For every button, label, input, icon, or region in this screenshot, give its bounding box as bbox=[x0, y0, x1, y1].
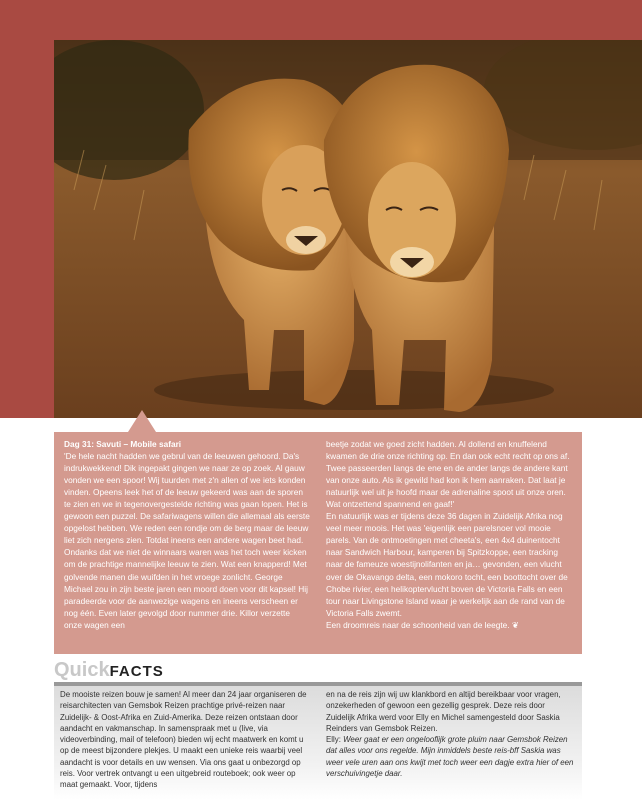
paw-icon: ❦ bbox=[511, 619, 519, 630]
story-text-1: 'De hele nacht hadden we gebrul van de leeuwen gehoord. Da's indrukwekkend! Dik ingepakt gingen we naar ze op zoek. Al gauw vonden we een spoor! Wij tuurden met z'n allen of we iets konden vinden. Opeens leek het of de leeuw gekeerd was aan de sporen te zien en we in tegenovergestelde richting was gaan lopen. Het is gewoon een puzzel. De safariwagens willen die allemaal als eerste opgelost hebben. We reden een rondje om de berg maar de leeuw liet zich nergens zien. Totdat ineens een andere wagen beet had. Ondanks dat we niet de winnaars waren was het toch weer kicken om de prachtige mannelijke leeuw te zien. Wat een knapperd! Met golvende manen die wuifden in het vroege zonlicht. George Michael zou in zijn beste jaren een moord doen voor dit kapsel! Hij paradeerde voor de aanwezige wagens en ineens verscheen er nog één. Even later gevolgd door nummer drie. Killor verzette onze wagen een bbox=[64, 451, 310, 630]
quickfacts-box bbox=[54, 682, 582, 800]
quickfacts-text-1: De mooiste reizen bouw je samen! Al meer dan 24 jaar organiseren de reisarchitecten van Gemsbok Reizen prachtige privé-reizen naar Zuidelijk- & Oost-Afrika en Zuid-Amerika. Deze reizen ontstaan door aandacht en vakmanschap. In samenspraak met u (live, via videoverbinding, mail of telefoon) bieden wij echt maatwerk en komt u op de meest bijzondere plekjes. U maakt een unieke reis waarbij veel aandacht is voor details en uw wensen. Via ons gaat u onbezorgd op reis. Voor vertrek ontvangt u een uitgebreid routeboek; ook weer op maat gemaakt. Voor, tijdens bbox=[60, 690, 307, 790]
quickfacts-heading bbox=[54, 657, 164, 683]
quickfacts-heading-facts: FACTS bbox=[109, 663, 164, 680]
story-column-left bbox=[64, 438, 310, 654]
quickfacts-column-left bbox=[60, 689, 310, 800]
story-text-3: En natuurlijk was er tijdens deze 36 dagen in Zuidelijk Afrika nog veel meer moois. Het was 'eigenlijk een parelsnoer vol mooie parels. Van de ontmoetingen met cheeta's, een 4x4 duinentocht naar Sandwich Harbour, kamperen bij Spitzkoppe, een tracking naar de fameuze woestijnolifanten en ja… gevonden, een vlucht over de Okavango delta, een mokoro tocht, een boottocht over de Chobe rivier, een helikoptervlucht boven de Victoria Falls en een tour naar Livingstone Island waar je werkelijk aan de rand van de Victoria Falls zwemt. bbox=[326, 511, 568, 618]
quickfacts-text-2: en na de reis zijn wij uw klankbord en altijd bereikbaar voor vragen, onzekerheden of gewoon een gezellig gesprek. Deze reis door Zuidelijk Afrika werd voor Elly en Michel samengesteld door Saskia Reinders van Gemsbok Reizen. bbox=[326, 690, 561, 733]
two-lions-image bbox=[54, 40, 642, 418]
story-text-4: Een droomreis naar de schoonheid van de leegte. bbox=[326, 619, 510, 630]
story-box bbox=[54, 432, 582, 654]
quickfacts-column-right bbox=[326, 689, 576, 800]
callout-pointer bbox=[128, 410, 156, 432]
quickfacts-quote: Weer gaat er een ongelooflijk grote pluim naar Gemsbok Reizen dat alles voor ons regelde. Mijn inmiddels beste reis-bff Saskia was weer vele uren aan ons kwijt met toch weer een dagje extra hier of een verschuivingetje daar. bbox=[326, 735, 574, 779]
quickfacts-heading-quick: Quick bbox=[54, 659, 110, 681]
story-column-right bbox=[326, 438, 572, 654]
quickfacts-quote-label: Elly: bbox=[326, 735, 341, 745]
lion-photo bbox=[54, 40, 642, 418]
story-title: Dag 31: Savuti – Mobile safari bbox=[64, 439, 182, 449]
story-text-2: beetje zodat we goed zicht hadden. Al dollend en knuffelend kwamen de drie onze richting op. En dan ook echt recht op ons af. Twee passeerden langs de ene en de ander langs de andere kant van onze auto. Als ik gewild had kon ik hem aanraken. Dat laat je natuurlijk wel uit je hoofd maar de adrenaline spoot uit onze oren. Wat ontzettend spannend en gaaf!' bbox=[326, 439, 570, 510]
